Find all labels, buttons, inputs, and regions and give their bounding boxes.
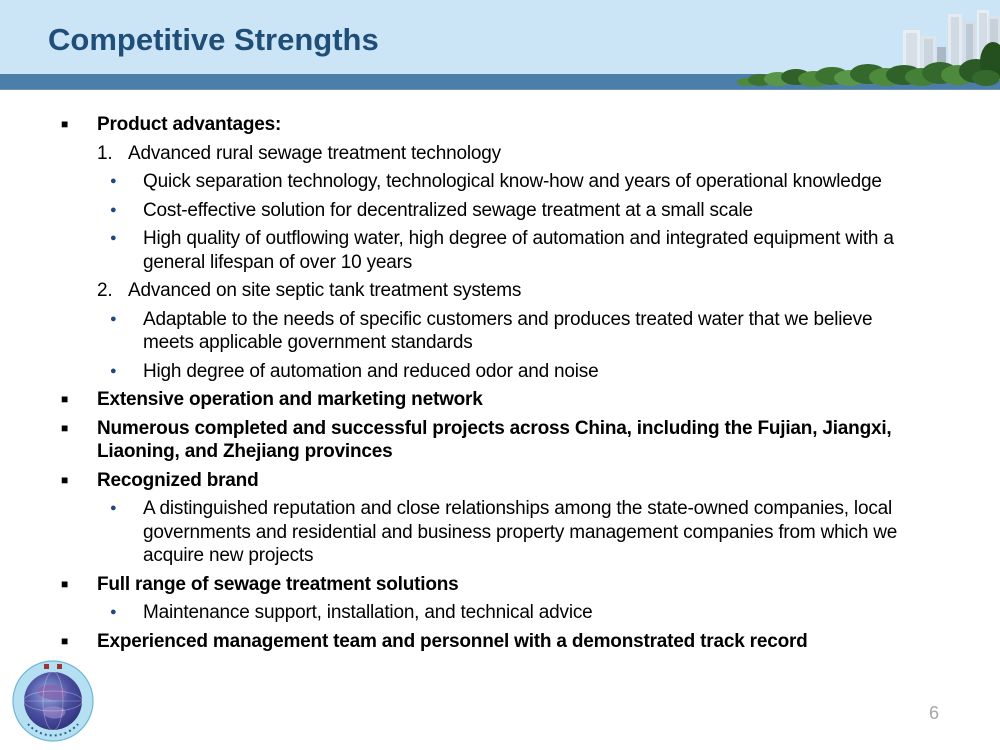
list-item (0, 113, 925, 137)
page-number: 6 (928, 703, 939, 723)
city-skyline-icon (690, 0, 1000, 90)
list-item (0, 279, 925, 303)
number-marker: 2. (97, 280, 113, 301)
square-bullet-icon: ■ (61, 117, 69, 131)
list-item-text: Adaptable to the needs of specific customers and produces treated water that we believe meets applicable government standards (143, 308, 873, 353)
list-item-text: Maintenance support, installation, and technical advice (143, 602, 593, 623)
dot-bullet-icon: ● (110, 203, 117, 216)
list-item (0, 170, 925, 194)
square-bullet-icon: ■ (61, 392, 69, 406)
list-item-text: Recognized brand (97, 469, 259, 491)
list-item-text: High quality of outflowing water, high degree of automation and integrated equipment with a general lifespan of over 10 years (143, 228, 894, 273)
dot-bullet-icon: ● (110, 502, 117, 514)
dot-bullet-icon: ● (110, 606, 117, 618)
list-item-text: Advanced on site septic tank treatment systems (128, 280, 522, 301)
dot-bullet-icon: ● (110, 175, 117, 187)
list-item (0, 630, 925, 654)
list-item (0, 417, 925, 464)
square-bullet-icon: ■ (61, 472, 69, 487)
bullet-list (0, 113, 1000, 658)
list-item-text: Numerous completed and successful projects across China, including the Fujian, Jiangxi, Liaoning, and Zhejiang provinces (97, 417, 892, 462)
list-item (0, 360, 925, 384)
list-item-text: A distinguished reputation and close relationships among the state-owned companies, local governments and residential and business property management companies from which we acquire new projects (143, 498, 898, 566)
list-item-text: Quick separation technology, technological know-how and years of operational knowledge (143, 171, 882, 192)
square-bullet-icon: ■ (61, 633, 69, 648)
list-item-text: Extensive operation and marketing network (97, 389, 483, 410)
list-item (0, 469, 925, 493)
list-item-text: Product advantages: (97, 114, 282, 135)
list-item-text: Full range of sewage treatment solutions (97, 573, 459, 595)
list-item (0, 388, 925, 412)
square-bullet-icon: ■ (61, 576, 69, 591)
list-item-text: Cost-effective solution for decentralized sewage treatment at a small scale (143, 199, 753, 221)
square-bullet-icon: ■ (61, 420, 69, 435)
list-item (0, 142, 925, 166)
page-title: Competitive Strengths (48, 22, 379, 57)
list-item-text: High degree of automation and reduced odor and noise (143, 360, 599, 382)
company-logo-icon (8, 656, 98, 746)
list-item (0, 573, 925, 597)
list-item (0, 601, 925, 625)
dot-bullet-icon: ● (110, 364, 117, 377)
list-item-text: Experienced management team and personnel with a demonstrated track record (97, 630, 808, 652)
dot-bullet-icon: ● (110, 312, 117, 325)
list-item-text: Advanced rural sewage treatment technology (128, 142, 501, 164)
dot-bullet-icon: ● (110, 232, 117, 244)
number-marker: 1. (97, 142, 113, 164)
list-item (0, 227, 925, 274)
list-item (0, 199, 925, 223)
list-item (0, 497, 925, 568)
list-item (0, 308, 925, 355)
